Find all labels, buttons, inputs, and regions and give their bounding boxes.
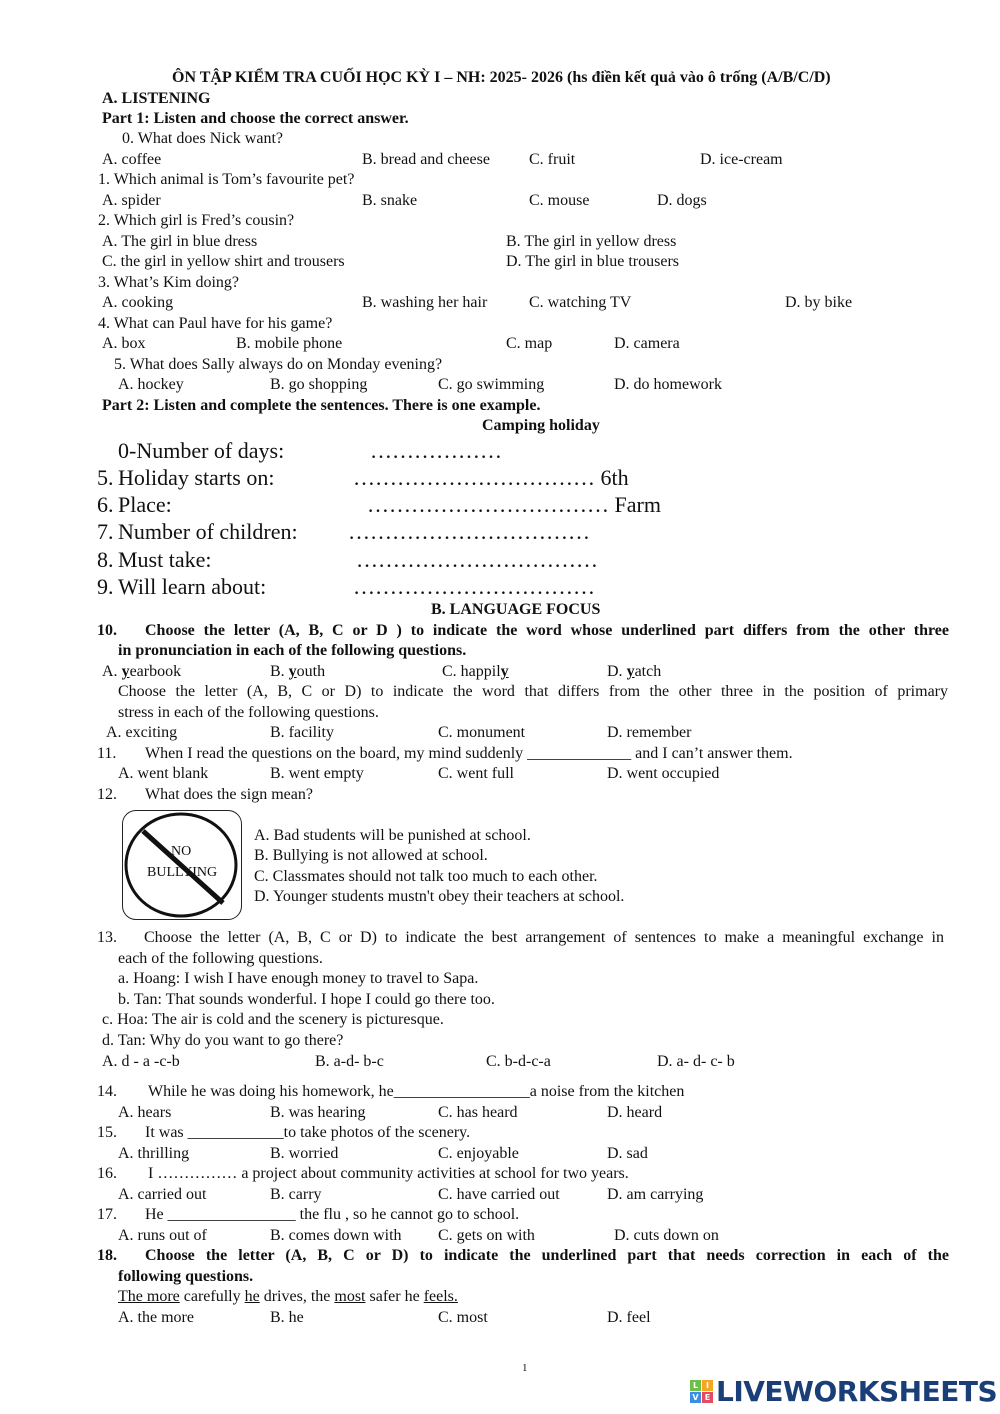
option: A. the more xyxy=(118,1309,194,1326)
option: C. mouse xyxy=(529,192,590,209)
logo-block: I xyxy=(702,1380,713,1391)
option: A. cooking xyxy=(102,294,174,311)
dialogue-line: c. Hoa: The air is cold and the scenery is picturesque. xyxy=(102,1011,444,1028)
text: A. xyxy=(102,663,122,680)
option: A. Bad students will be punished at school. xyxy=(254,827,531,844)
question-text: Choose the letter (A, B, C or D) to indicate the best arrangement of sentences to make a meaningful exchange in xyxy=(144,929,944,946)
section-heading-language: B. LANGUAGE FOCUS xyxy=(431,601,601,618)
option: B. facility xyxy=(270,724,334,741)
text: earbook xyxy=(129,663,182,680)
option: D. remember xyxy=(607,724,692,741)
dots: …………………………… xyxy=(353,465,595,490)
option: C. enjoyable xyxy=(438,1145,519,1162)
dialogue-line: d. Tan: Why do you want to go there? xyxy=(102,1032,344,1049)
question-text: When I read the questions on the board, my mind suddenly _____________ and I can’t answer them. xyxy=(145,745,793,762)
item-label: Must take: xyxy=(118,547,212,572)
question-number: 10. xyxy=(97,622,117,639)
option: B. bread and cheese xyxy=(362,151,490,168)
slash-icon xyxy=(123,811,241,919)
question-number: 14. xyxy=(97,1083,117,1100)
option: A. went blank xyxy=(118,765,209,782)
question-text: Choose the letter (A, B, C or D) to indicate the word that differs from the other three in the position of primary xyxy=(118,683,948,700)
option: A. hears xyxy=(118,1104,172,1121)
option: B. Bullying is not allowed at school. xyxy=(254,847,488,864)
option: D. by bike xyxy=(785,294,853,311)
question-text: 5. What does Sally always do on Monday evening? xyxy=(114,356,443,373)
page-title: ÔN TẬP KIỂM TRA CUỐI HỌC KỲ I – NH: 2025- 2026 (hs điền kết quả vào ô trống (A/B/C/D) xyxy=(172,69,831,86)
underlined-letter: y xyxy=(500,663,509,680)
item-label: Place: xyxy=(118,492,172,517)
option xyxy=(102,662,181,682)
suffix: Farm xyxy=(609,492,661,517)
option: A. d - a -c-b xyxy=(102,1053,180,1070)
option: C. most xyxy=(438,1309,488,1326)
sign-text: BULLYING xyxy=(147,865,218,880)
question-number: 15. xyxy=(97,1124,117,1141)
option: A. spider xyxy=(102,192,161,209)
option: A. thrilling xyxy=(118,1145,190,1162)
text: C. happil xyxy=(442,663,501,680)
underlined-part: most xyxy=(334,1288,366,1305)
option: D. Younger students mustn't obey their teachers at school. xyxy=(254,888,625,905)
item-number: 7. xyxy=(97,519,114,544)
option: C. the girl in yellow shirt and trousers xyxy=(102,253,345,270)
underlined-letter: y xyxy=(626,663,635,680)
question-text: following questions. xyxy=(118,1268,254,1285)
text: B. xyxy=(270,663,289,680)
question-text: each of the following questions. xyxy=(118,950,323,967)
item-number: 0- xyxy=(118,438,137,463)
text: carefully xyxy=(179,1288,245,1305)
option: A. coffee xyxy=(102,151,162,168)
answer-blank[interactable] xyxy=(367,492,661,518)
option: B. carry xyxy=(270,1186,322,1203)
item-number: 6. xyxy=(97,492,114,517)
section-heading-listening: A. LISTENING xyxy=(102,90,211,107)
option: D. camera xyxy=(614,335,680,352)
option: D. heard xyxy=(607,1104,663,1121)
option: B. was hearing xyxy=(270,1104,366,1121)
liveworksheets-logo xyxy=(690,1375,997,1408)
answer-blank[interactable]: ……………… xyxy=(370,438,502,463)
item-label: Number of children: xyxy=(118,519,298,544)
option: C. monument xyxy=(438,724,526,741)
answer-blank[interactable]: …………………………… xyxy=(353,574,595,599)
fill-item xyxy=(118,438,284,464)
no-bullying-sign-image xyxy=(122,810,242,920)
option: C. went full xyxy=(438,765,514,782)
item-label: Holiday starts on: xyxy=(118,465,275,490)
option: B. went empty xyxy=(270,765,364,782)
option: A. The girl in blue dress xyxy=(102,233,258,250)
question-text: 3. What’s Kim doing? xyxy=(98,274,240,291)
logo-block: V xyxy=(690,1392,701,1403)
option: B. he xyxy=(270,1309,304,1326)
question-text: 1. Which animal is Tom’s favourite pet? xyxy=(98,171,355,188)
item-number: 9. xyxy=(97,574,114,599)
suffix: 6th xyxy=(595,465,629,490)
question-text: While he was doing his homework, he_________________a noise from the kitchen xyxy=(148,1083,685,1100)
option: B. a-d- b-c xyxy=(315,1053,384,1070)
option: B. The girl in yellow dress xyxy=(506,233,677,250)
sign-text: NO xyxy=(171,844,192,859)
option: C. go swimming xyxy=(438,376,545,393)
dialogue-line: a. Hoang: I wish I have enough money to travel to Sapa. xyxy=(118,970,479,987)
option: B. washing her hair xyxy=(362,294,488,311)
dots: …………………………… xyxy=(367,492,609,517)
answer-blank[interactable]: …………………………… xyxy=(348,519,590,544)
option: D. ice-cream xyxy=(700,151,783,168)
option: B. mobile phone xyxy=(236,335,343,352)
option: C. b-d-c-a xyxy=(486,1053,551,1070)
page-number: 1 xyxy=(522,1362,528,1374)
question-text: 2. Which girl is Fred’s cousin? xyxy=(98,212,295,229)
text: D. xyxy=(607,663,627,680)
question-text: What does the sign mean? xyxy=(145,786,313,803)
option: C. has heard xyxy=(438,1104,518,1121)
option: C. fruit xyxy=(529,151,576,168)
item-number: 5. xyxy=(97,465,114,490)
question-text: It was ____________to take photos of the scenery. xyxy=(145,1124,471,1141)
question-number: 11. xyxy=(97,745,117,762)
option: D. sad xyxy=(607,1145,648,1162)
option: D. cuts down on xyxy=(614,1227,719,1244)
question-text: He ________________ the flu , so he cannot go to school. xyxy=(145,1206,520,1223)
item-label: Number of days: xyxy=(136,438,285,463)
underlined-part: The more xyxy=(118,1288,180,1305)
logo-block: E xyxy=(702,1392,713,1403)
logo-blocks-icon xyxy=(690,1380,713,1403)
item-label: Will learn about: xyxy=(118,574,267,599)
question-text: 4. What can Paul have for his game? xyxy=(98,315,333,332)
underlined-letter: y xyxy=(121,663,130,680)
option: A. hockey xyxy=(118,376,184,393)
option: D. dogs xyxy=(657,192,707,209)
option: C. map xyxy=(506,335,553,352)
option: D. am carrying xyxy=(607,1186,704,1203)
question-text: Choose the letter (A, B, C or D ) to indicate the word whose underlined part differs from the other three xyxy=(145,622,949,639)
text: outh xyxy=(296,663,326,680)
underlined-part: he xyxy=(244,1288,260,1305)
question-number: 18. xyxy=(97,1247,117,1264)
question-text: stress in each of the following questions. xyxy=(118,704,379,721)
option xyxy=(442,662,509,682)
option: B. snake xyxy=(362,192,418,209)
text: drives, the xyxy=(259,1288,335,1305)
option: C. have carried out xyxy=(438,1186,560,1203)
question-number: 16. xyxy=(97,1165,117,1182)
option: B. go shopping xyxy=(270,376,368,393)
option: D. feel xyxy=(607,1309,651,1326)
part2-subtitle: Camping holiday xyxy=(482,417,600,434)
option: D. went occupied xyxy=(607,765,720,782)
question-number: 12. xyxy=(97,786,117,803)
option: B. worried xyxy=(270,1145,339,1162)
question-text: 0. What does Nick want? xyxy=(122,130,283,147)
item-number: 8. xyxy=(97,547,114,572)
question-text: in pronunciation in each of the following questions. xyxy=(118,642,467,659)
question-number: 13. xyxy=(97,929,117,946)
option: C. gets on with xyxy=(438,1227,535,1244)
answer-blank[interactable] xyxy=(353,465,629,491)
option: A. exciting xyxy=(106,724,178,741)
question-number: 17. xyxy=(97,1206,117,1223)
option xyxy=(607,662,661,682)
text: atch xyxy=(634,663,662,680)
part1-heading: Part 1: Listen and choose the correct answer. xyxy=(102,110,409,127)
error-sentence xyxy=(118,1287,458,1307)
option: D. The girl in blue trousers xyxy=(506,253,680,270)
option: D. do homework xyxy=(614,376,722,393)
logo-text: LIVEWORKSHEETS xyxy=(716,1375,998,1408)
option: B. comes down with xyxy=(270,1227,402,1244)
underlined-part: feels. xyxy=(423,1288,458,1305)
option: C. Classmates should not talk too much to each other. xyxy=(254,868,598,885)
option: A. runs out of xyxy=(118,1227,207,1244)
question-text: Choose the letter (A, B, C or D) to indicate the underlined part that needs correction in each of the xyxy=(145,1247,949,1264)
option xyxy=(270,662,325,682)
dialogue-line: b. Tan: That sounds wonderful. I hope I could go there too. xyxy=(118,991,495,1008)
underlined-letter: y xyxy=(288,663,297,680)
logo-block: L xyxy=(690,1380,701,1391)
answer-blank[interactable]: …………………………… xyxy=(356,547,598,572)
part2-heading: Part 2: Listen and complete the sentences. There is one example. xyxy=(102,397,541,414)
question-text: I …………… a project about community activities at school for two years. xyxy=(148,1165,629,1182)
option: A. box xyxy=(102,335,146,352)
text: safer he xyxy=(365,1288,424,1305)
option: C. watching TV xyxy=(529,294,632,311)
option: D. a- d- c- b xyxy=(657,1053,735,1070)
option: A. carried out xyxy=(118,1186,207,1203)
